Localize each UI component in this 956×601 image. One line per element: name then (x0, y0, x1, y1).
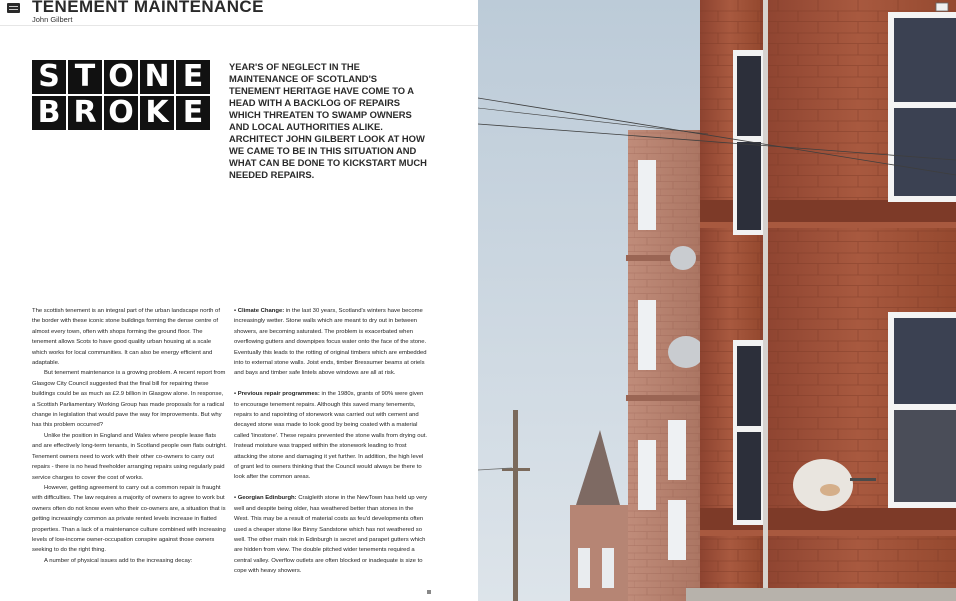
logo-letter: N (140, 60, 174, 94)
bullet-lead: • Georgian Edinburgh: (234, 495, 297, 502)
body-column-1 (32, 306, 227, 566)
bullet-paragraph (234, 306, 429, 379)
section-title: TENEMENT MAINTENANCE (32, 0, 264, 16)
bullet-text: Craigleith stone in the NewTown has held up very well and despite being older, has weathered better than stones in the West. This may be a result of material costs as feu'd developments often used a cheaper stone like Binny Sandstone which has not weathered so well. The other main risk in Edinburgh is secret and parapet gutters which are hidden from view. The double pitched wider tenements required a central valley. Overflow outlets are often blocked or inadequate is size to cope with heavy showers. (234, 495, 428, 575)
end-mark (427, 590, 431, 594)
logo-letter: T (68, 60, 102, 94)
paragraph: The scottish tenement is an integral part of the urban landscape north of the border with these iconic stone buildings forming the dense centre of almost every town, often with shops forming the ground floor. The tenement allows Scots to have good quality urban housing at a scale which works for local communities. It can also be energy efficient and adaptable. (32, 308, 220, 367)
bullet-paragraph (234, 389, 429, 483)
logo-letter: E (176, 96, 210, 130)
logo-letter: O (104, 96, 138, 130)
author-name: John Gilbert (32, 15, 73, 24)
standfirst: YEAR'S OF NEGLECT IN THE MAINTENANCE OF SCOTLAND'S TENEMENT HERITAGE HAVE COME TO A HEAD WITH A BACKLOG OF REPAIRS WHICH THREATEN TO SWAMP OWNERS AND LOCAL AUTHORITIES ALIKE. ARCHITECT JOHN GILBERT LOOK AT HOW WE CAME TO BE IN THIS SITUATION AND WHAT CAN BE DONE TO KICKSTART MUCH NEEDED REPAIRS. (229, 61, 427, 180)
header-divider (0, 25, 478, 26)
logo-letter: S (32, 60, 66, 94)
paragraph: Unlike the position in England and Wales where people lease flats and are effectively long-term tenants, in Scotland people own flats outright. Tenement owners need to work with their other co-owners to carry out repairs - there is no head freeholder arranging repairs using regularly paid service charges to cover the cost of works. (32, 432, 227, 481)
body-column-2 (234, 306, 429, 577)
bullet-paragraph (234, 493, 429, 576)
title-logo (32, 60, 210, 131)
bullet-lead: • Climate Change: (234, 308, 285, 314)
logo-letter: R (68, 96, 102, 130)
logo-letter: E (176, 60, 210, 94)
logo-letter: K (140, 96, 174, 130)
paragraph: But tenement maintenance is a growing problem. A recent report from Glasgow City Council suggested that the final bill for repairing these buildings could be as much as £2.9 billion in Glasgow alone. In response, a Scottish Parliamentary Working Group has made proposals for a radical change in legislation that would pave the way for improvements. But why has this problem occurred? (32, 370, 226, 429)
paragraph: A number of physical issues add to the increasing decay: (44, 557, 193, 564)
logo-letter: B (32, 96, 66, 130)
logo-letter: O (104, 60, 138, 94)
section-menu-icon[interactable] (7, 3, 20, 13)
bullet-text: in the 1980s, grants of 90% were given to encourage tenement repairs. Although this saved many tenements, repairs to and rapointing of stonework was carried out with cement and decayed stone was made to look good by being coated with a material called 'linostone'. These repairs prevented the stone walls from drying out. Instead moisture was trapped within the stonework leading to frost attacking the stone and damaging it yet further. In addition, the high level of grant led to owners thinking that the Council would always be there to look after the common areas. (234, 391, 428, 481)
bullet-lead: • Previous repair programmes: (234, 391, 320, 398)
logo-row-broke (32, 96, 210, 130)
bullet-text: in the last 30 years, Scotland's winters have become increasingly wetter. Stone walls which are meant to dry out in between showers, are becoming saturated. The problem is exacerbated when overflowing gutters and downpipes focus water onto the face of the stone. Eventually this leads to the rotting of original timbers which are embedded into to external stone walls. Joist ends, timber Bressumer beams at oriels and bays and timber safe lintels above windows are all at risk. (234, 308, 427, 377)
paragraph: However, getting agreement to carry out a common repair is fraught with difficulties. The law requires a majority of owners to agree to work but owners often do not know even who their co-owners are, a situation that is getting increasingly common as private rented levels increase in flatted properties. Than a lack of a maintenance culture combined with increasing levels of low-income owner-occupation conspire against those owners seeking to do the right thing. (32, 484, 226, 554)
logo-row-stone (32, 60, 210, 94)
tenement-photo (478, 0, 956, 601)
tenement-photo-illustration (478, 0, 956, 601)
